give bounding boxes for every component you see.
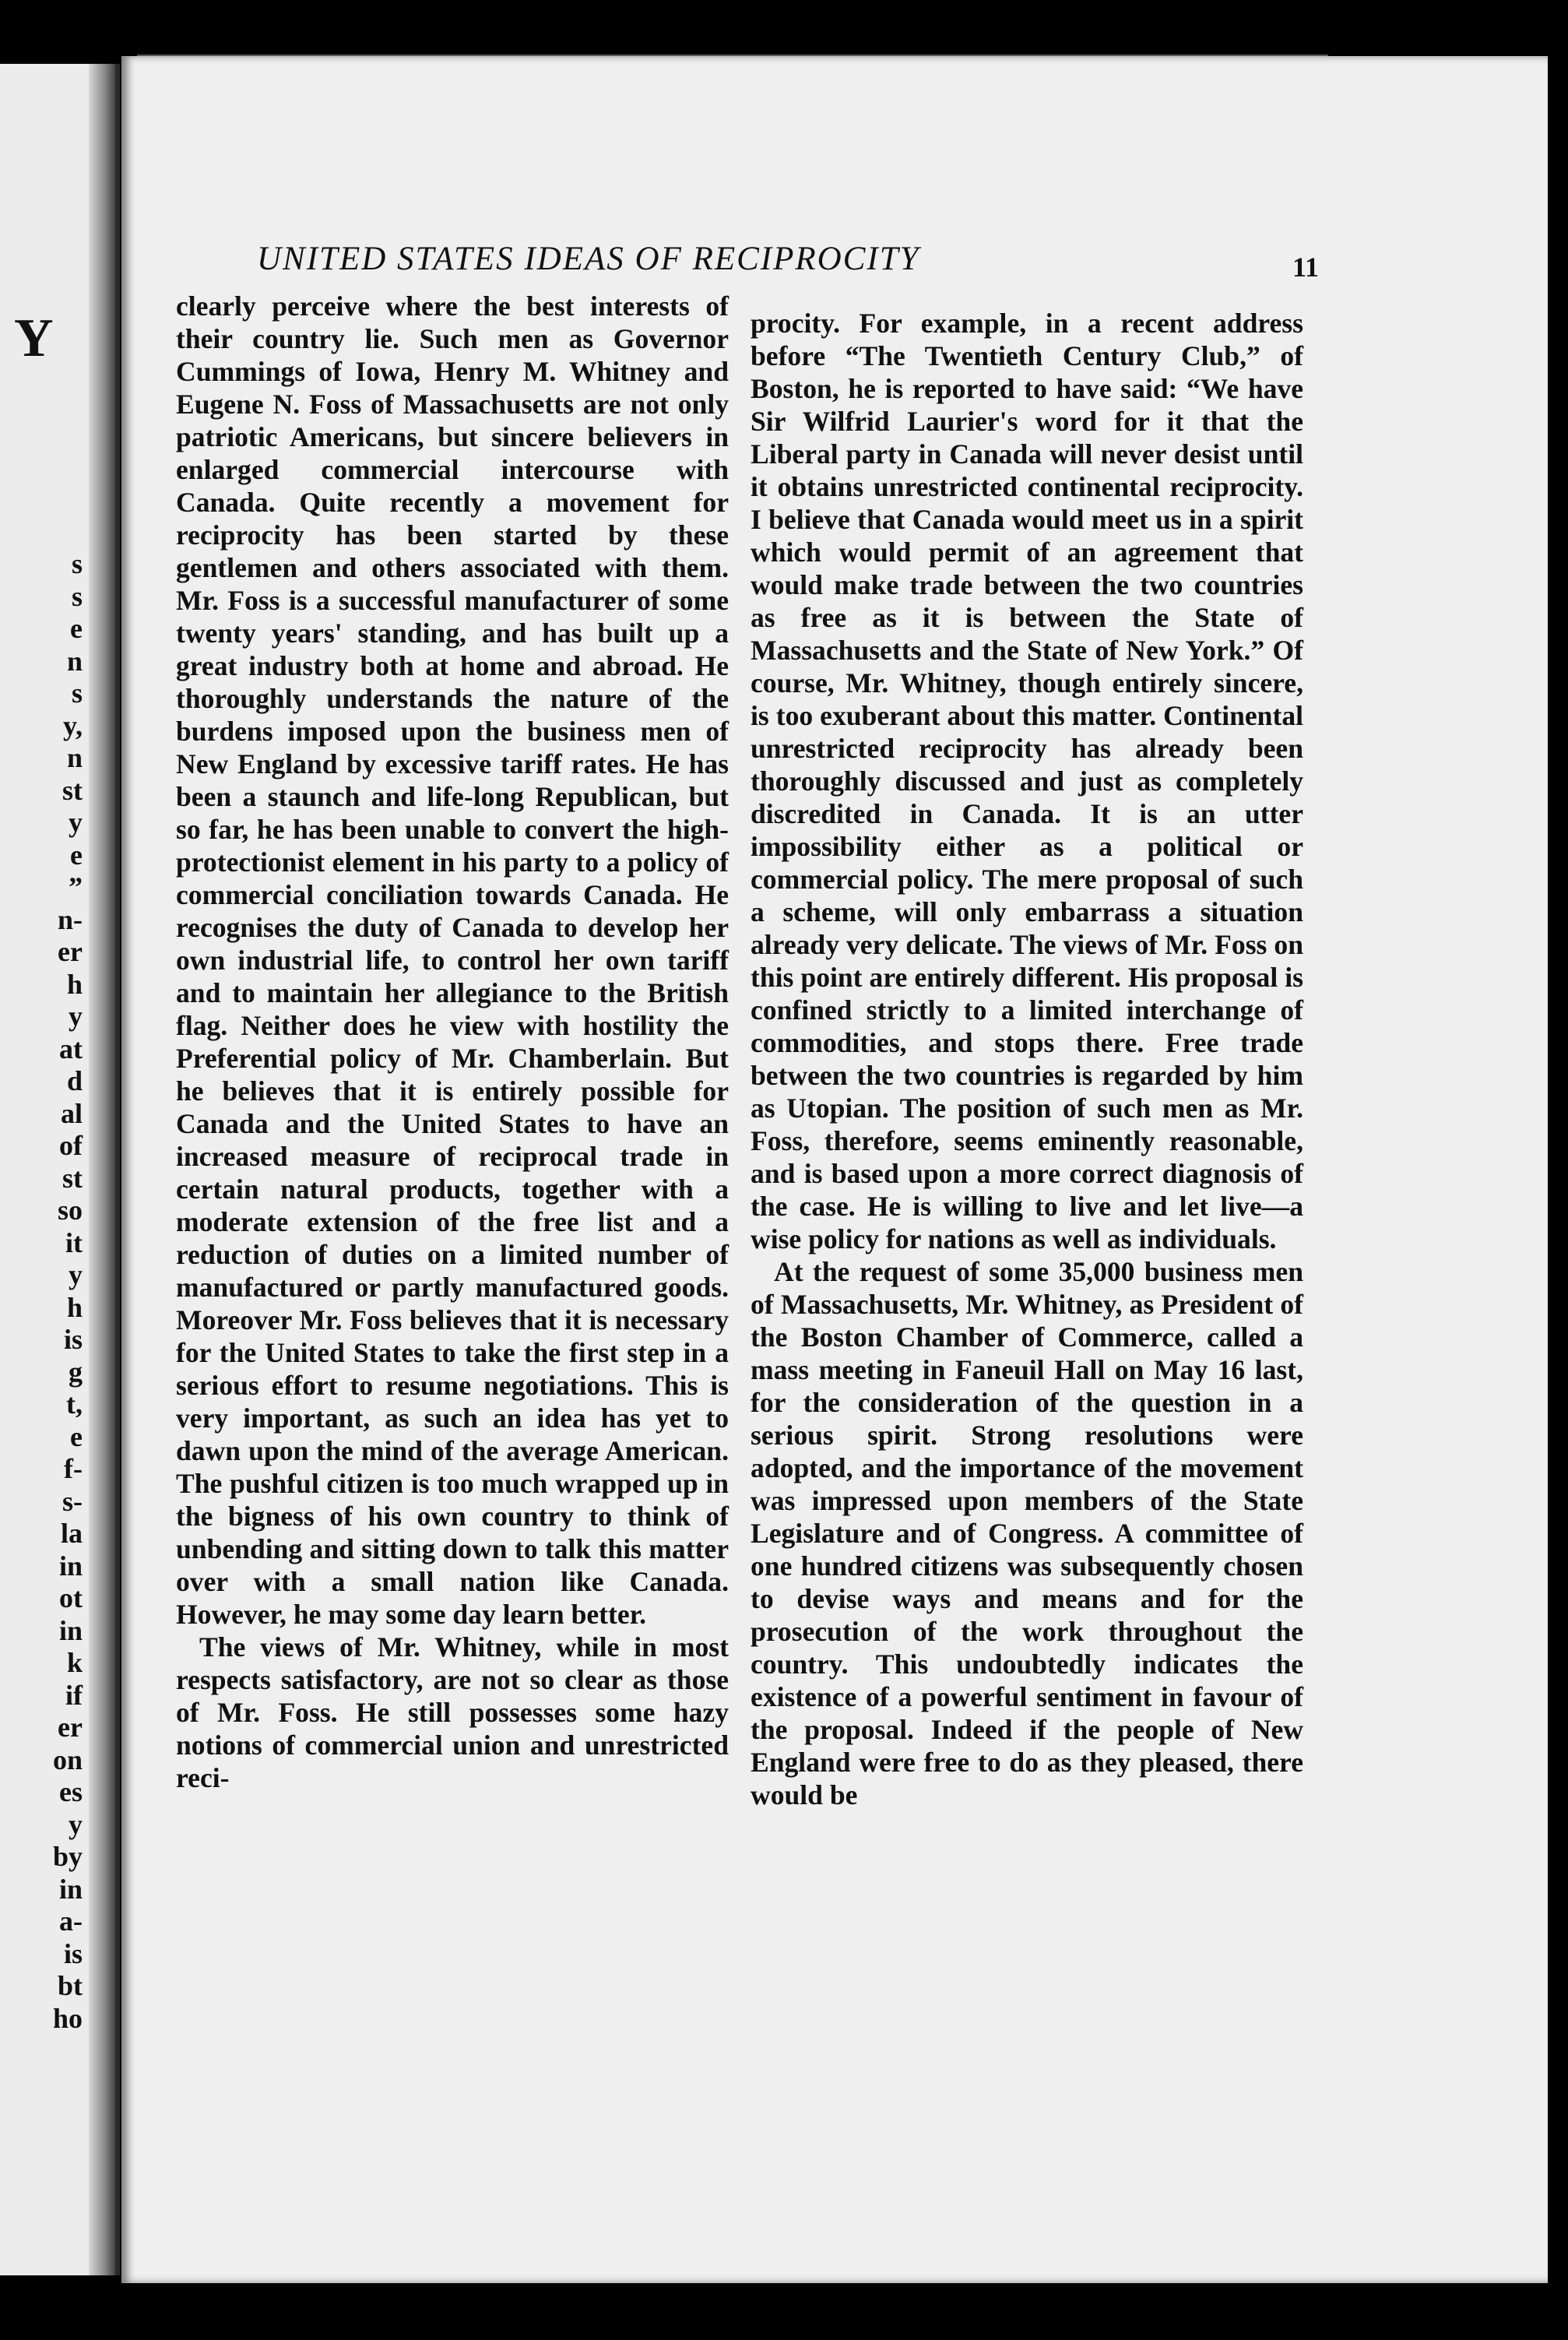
facing-page-fragment-text: s	[71, 548, 83, 579]
facing-page-fragment-text: is	[63, 1937, 83, 1969]
facing-page-fragment-text: is	[63, 1324, 83, 1355]
facing-page-fragment-text: a-	[59, 1905, 83, 1937]
facing-page-mark: Y	[14, 308, 54, 368]
facing-page-fragment-text: y	[69, 1259, 83, 1290]
binding-shadow	[89, 64, 115, 2275]
facing-page-fragment-text: es	[59, 1776, 83, 1807]
facing-page-fragment-text: e	[70, 1420, 83, 1452]
paragraph: clearly perceive where the best interests of their country lie. Such men as Governor Cummings of Iowa, Henry M. Whitney and Eugene N. Foss of Massachusetts are not only patriotic Americans, but sincere believers in enlarged commercial intercourse with Canada. Quite recently a movement for reciprocity has been started by these gentlemen and others associated with them. Mr. Foss is a successful manufacturer of some twenty years' standing, and has built up a great industry both at home and abroad. He thoroughly understands the nature of the burdens imposed upon the business men of New England by excessive tariff rates. He has been a staunch and life-long Republican, but so far, he has been unable to convert the high-protectionist element in his party to a policy of commercial conciliation towards Canada. He recognises the duty of Canada to develop her own industrial life, to control her own tariff and to maintain her allegiance to the British flag. Neither does he view with hostility the Preferential policy of Mr. Chamberlain. But he believes that it is entirely possible for Canada and the United States to have an increased measure of reciprocal trade in certain natural products, together with a moderate extension of the free list and a reduction of duties on a limited number of manufactured or partly manufactured goods. Moreover Mr. Foss believes that it is necessary for the United States to take the first step in a serious effort to resume negotiations. This is very important, as such an idea has yet to dawn upon the mind of the average American. The pushful citizen is too much wrapped up in the bigness of his own country to think of unbending and sitting down to talk this matter over with a small nation like Canada. However, he may some day learn better.	[176, 290, 729, 1630]
facing-page-fragment-text: e	[70, 839, 83, 871]
facing-page-fragment-text: y,	[62, 709, 83, 741]
facing-page-fragment-text: y	[69, 1808, 83, 1840]
facing-page-fragment-text: at	[59, 1033, 83, 1064]
facing-page-fragment-text: t,	[66, 1388, 83, 1420]
facing-page-fragment-text: y	[69, 807, 83, 838]
facing-page-fragment-text: g	[69, 1356, 83, 1388]
text-column-left	[176, 290, 729, 1794]
facing-page-fragment-text: s	[71, 677, 83, 709]
facing-page-fragment-text: of	[59, 1130, 83, 1161]
paragraph: At the request of some 35,000 business men of Massachusetts, Mr. Whitney, as President of the Boston Chamber of Commerce, called a mass meeting in Faneuil Hall on May 16 last, for the consideration of the question in a serious spirit. Strong resolutions were adopted, and the importance of the movement was impressed upon members of the State Legislature and of Congress. A committee of one hundred citizens was subsequently chosen to devise ways and means and for the prosecution of the work throughout the country. This undoubtedly indicates the existence of a powerful sentiment in favour of the proposal. Indeed if the people of New England were free to do as they pleased, there would be	[751, 1256, 1303, 1810]
facing-page-fragment-text: s	[71, 580, 83, 612]
facing-page-fragment-text: n-	[57, 903, 83, 935]
facing-page-fragment-text: st	[62, 774, 83, 806]
facing-page-fragment-text: n	[66, 742, 83, 773]
facing-page-fragment-text: in	[58, 1614, 83, 1646]
facing-page-fragment-text: f-	[64, 1453, 83, 1484]
facing-page-fragment-text: e	[70, 613, 83, 644]
facing-page-fragment-text: al	[60, 1097, 83, 1129]
page-number: 11	[1292, 252, 1320, 283]
facing-page-fragment-text: h	[66, 1291, 83, 1323]
facing-page-fragment-text: d	[66, 1065, 83, 1096]
facing-page-fragment-text: er	[58, 936, 83, 967]
facing-page-fragment-text: er	[58, 1712, 83, 1743]
facing-page-fragment-text: k	[66, 1647, 83, 1678]
facing-page-fragment-text: ”	[69, 871, 83, 903]
text-column-right	[751, 307, 1303, 1811]
paragraph: procity. For example, in a recent address before “The Twentieth Century Club,” of Boston, he is reported to have said: “We have Sir Wilfrid Laurier's word for it that the Liberal party in Canada will never desist until it obtains unrestricted continental reciprocity. I believe that Canada would meet us in a spirit which would permit of an agreement that would make trade between the two countries as free as it is between the State of Massachusetts and the State of New York.” Of course, Mr. Whitney, though entirely sincere, is too exuberant about this matter. Continental unrestricted reciprocity has already been thoroughly discussed and just as completely discredited in Canada. It is an utter impossibility either as a political or commercial policy. The mere proposal of such a scheme, will only embarrass a situation already very delicate. The views of Mr. Foss on this point are entirely different. His proposal is confined strictly to a limited interchange of commodities, and stops there. Free trade between the two countries is regarded by him as Utopian. The position of such men as Mr. Foss, therefore, seems eminently reasonable, and is based upon a more correct diagnosis of the case. He is willing to live and let live—a wise policy for nations as well as individuals.	[751, 308, 1303, 1254]
running-header: UNITED STATES IDEAS OF RECIPROCITY	[257, 241, 920, 277]
facing-page-fragment-text: la	[60, 1518, 83, 1549]
facing-page-fragment-text: ot	[59, 1582, 83, 1613]
facing-page-fragment-text: bt	[57, 1970, 83, 2001]
paragraph: The views of Mr. Whitney, while in most respects satisfactory, are not so clear as those of Mr. Foss. He still possesses some hazy notions of commercial union and unrestricted reci-	[176, 1631, 729, 1793]
facing-page-fragment-text: st	[62, 1162, 83, 1194]
facing-page-fragment	[0, 64, 120, 2275]
facing-page-fragment-text: so	[57, 1195, 83, 1226]
facing-page-fragment-text: n	[66, 645, 83, 677]
facing-page-fragment-text: h	[66, 968, 83, 1000]
facing-page-fragment-text: in	[58, 1550, 83, 1582]
facing-page-fragment-text: ho	[52, 2002, 83, 2034]
facing-page-fragment-text: y	[69, 1001, 83, 1032]
facing-page-fragment-text: in	[58, 1873, 83, 1905]
facing-page-fragment-text: it	[65, 1226, 83, 1258]
facing-page-fragment-text: on	[52, 1744, 83, 1775]
facing-page-fragment-text: by	[52, 1841, 83, 1872]
facing-page-fragment-text: s-	[62, 1485, 83, 1517]
facing-page-fragment-text: if	[65, 1679, 83, 1711]
